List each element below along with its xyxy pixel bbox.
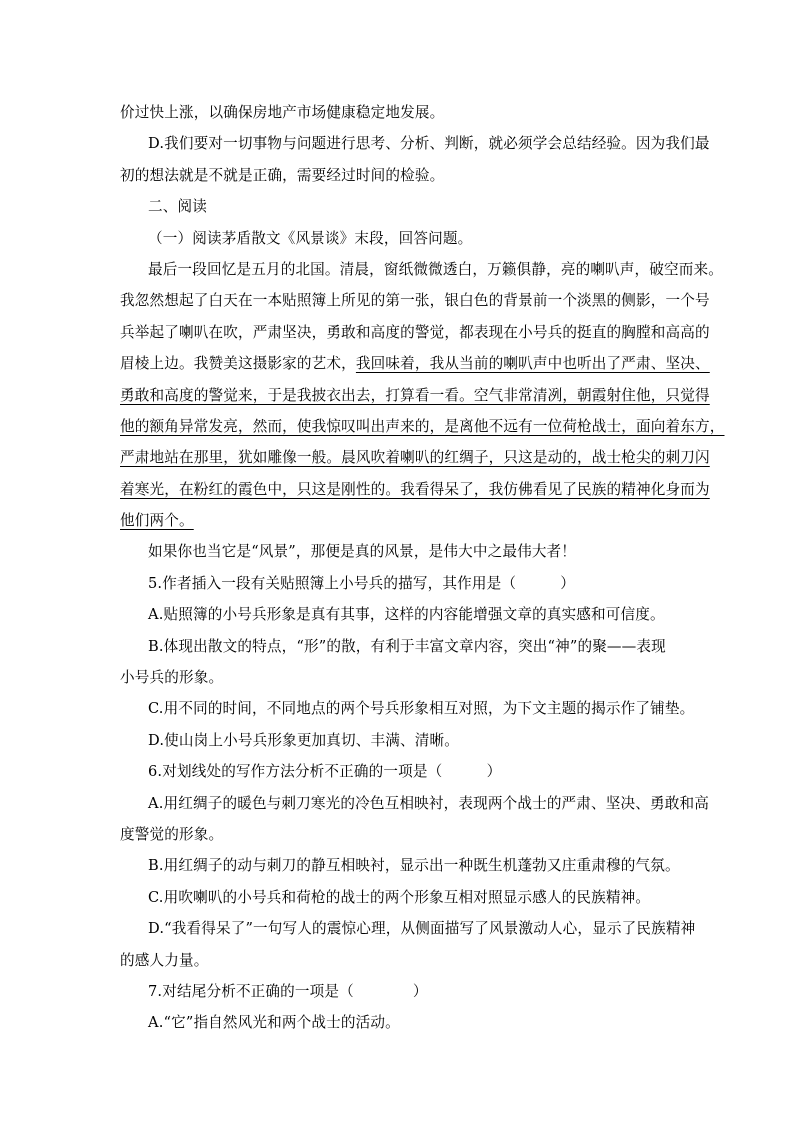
q5-option-b: B.体现出散文的特点，“形”的散，有利于丰富文章内容，突出“神”的聚——表现 — [148, 637, 666, 655]
underlined-passage: 我回味着，我从当前的喇叭声中也听出了严肃、坚决、 — [355, 355, 710, 373]
passage-line-mixed — [120, 348, 710, 379]
passage-text: 眉棱上边。我赞美这摄影家的艺术， — [120, 355, 356, 373]
q5-option-c: C.用不同的时间，不同地点的两个号兵形象相互对照，为下文主题的揭示作了铺垫。 — [148, 700, 695, 718]
q6-option-a: A.用红绸子的暖色与刺刀寒光的冷色互相映衬，表现两个战士的严肃、坚决、勇敢和高 — [148, 794, 709, 812]
passage-line: 兵举起了喇叭在吹，严肃坚决，勇敢和高度的警觉，都表现在小号兵的挺直的胸膛和高高的 — [120, 323, 710, 341]
q5-option-d: D.使山岗上小号兵形象更加真切、丰满、清晰。 — [148, 731, 459, 749]
q6-option-a-cont: 度警觉的形象。 — [120, 825, 224, 843]
question-6: 6.对划线处的写作方法分析不正确的一项是（ ） — [148, 763, 502, 781]
passage-closing-line: 如果你也当它是“风景”，那便是真的风景，是伟大中之最伟大者！ — [148, 543, 577, 561]
q7-option-a: A.“它”指自然风光和两个战士的活动。 — [148, 1014, 400, 1032]
passage-line: 我忽然想起了白天在一本贴照簿上所见的第一张，银白色的背景前一个淡黑的侧影，一个号 — [120, 292, 710, 310]
underlined-passage-line: 严肃地站在那里，犹如雕像一般。晨风吹着喇叭的红绸子，只这是动的，战士枪尖的刺刀闪 — [120, 449, 710, 467]
underlined-passage-line: 勇敢和高度的警觉来，于是我披衣出去，打算看一看。空气非常清冽，朝霞射住他，只觉得 — [120, 386, 710, 404]
document-body — [120, 97, 725, 1039]
passage-line: 最后一段回忆是五月的北国。清晨，窗纸微微透白，万籁俱静，亮的喇叭声，破空而来。 — [148, 260, 724, 278]
question-5: 5.作者插入一段有关贴照簿上小号兵的描写，其作用是（ ） — [148, 574, 576, 592]
q6-option-d: D.“我看得呆了”一句写人的震惊心理，从侧面描写了风景激动人心，显示了民族精神 — [148, 920, 696, 938]
q6-option-d-cont: 的感人力量。 — [120, 951, 209, 969]
option-d-line-2: 初的想法就是不就是正确，需要经过时间的检验。 — [120, 166, 445, 184]
q6-option-c: C.用吹喇叭的小号兵和荷枪的战士的两个形象互相对照显示感人的民族精神。 — [148, 888, 651, 906]
underlined-passage-line: 着寒光，在粉红的霞色中，只这是刚性的。我看得呆了，我仿佛看见了民族的精神化身而为 — [120, 480, 710, 498]
q5-option-b-cont: 小号兵的形象。 — [120, 669, 224, 687]
question-7: 7.对结尾分析不正确的一项是（ ） — [148, 982, 428, 1000]
underlined-passage-line: 他的额角异常发亮，然而，使我惊叹叫出声来的，是离他不远有一位荷枪战士，面向着东方， — [120, 417, 725, 435]
subsection-heading: （一）阅读茅盾散文《风景谈》末段，回答问题。 — [148, 229, 473, 247]
underlined-passage-line: 他们两个。 — [120, 512, 194, 530]
section-heading: 二、阅读 — [148, 198, 207, 216]
q6-option-b: B.用红绸子的动与刺刀的静互相映衬，显示出一种既生机蓬勃又庄重肃穆的气氛。 — [148, 857, 680, 875]
text-line: 价过快上涨，以确保房地产市场健康稳定地发展。 — [120, 104, 445, 121]
option-d-line-1: D.我们要对一切事物与问题进行思考、分析、判断，就必须学会总结经验。因为我们最 — [148, 135, 710, 153]
q5-option-a: A.贴照簿的小号兵形象是真有其事，这样的内容能增强文章的真实感和可信度。 — [148, 606, 665, 624]
